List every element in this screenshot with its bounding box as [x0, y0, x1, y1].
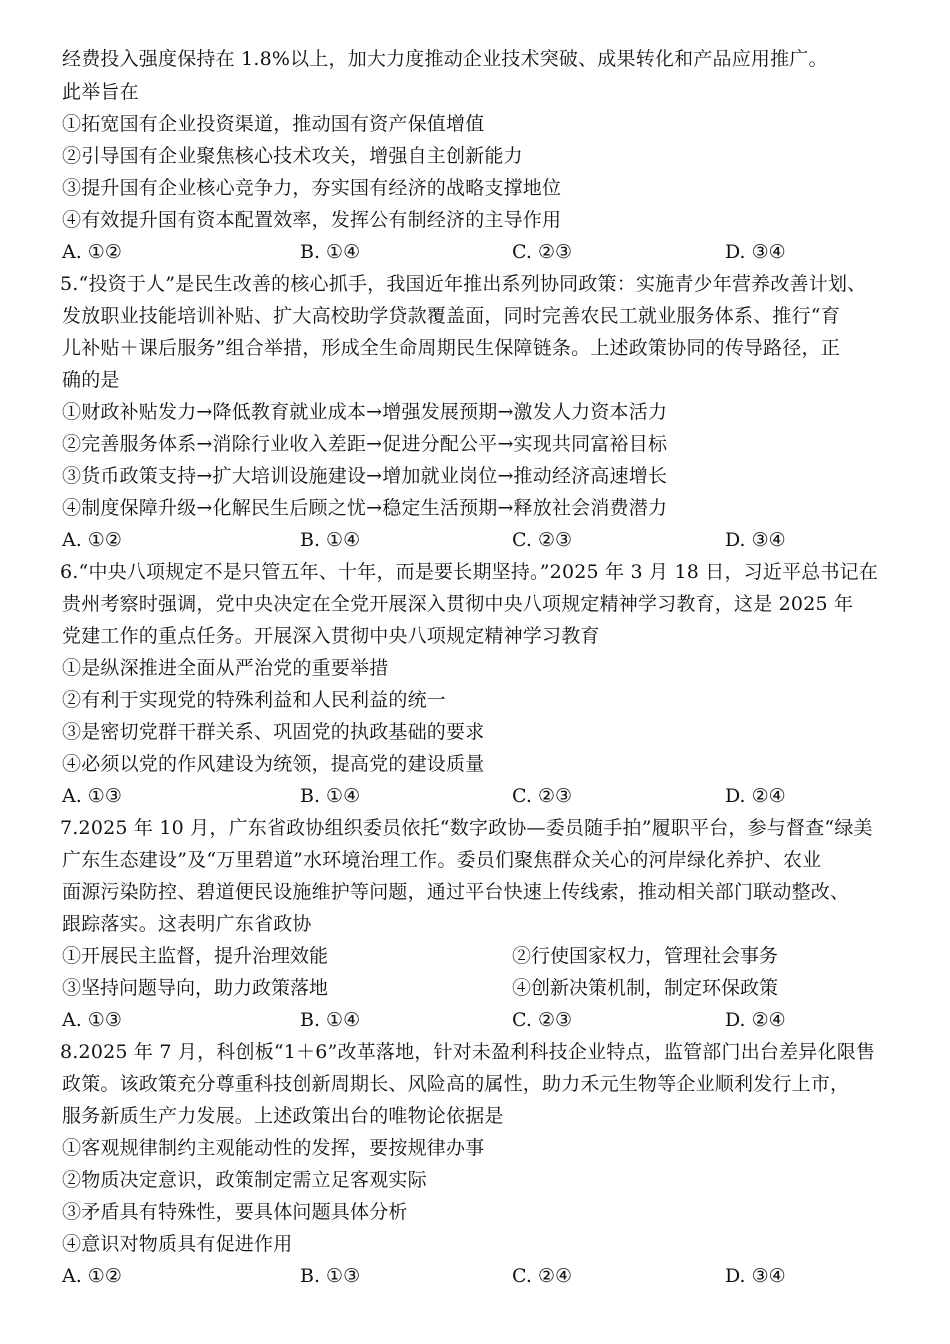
q8-option-3: ③矛盾具有特殊性，要具体问题具体分析: [62, 1201, 408, 1223]
q7-choice-c: C. ②③: [512, 1009, 573, 1031]
q7-line-4: 跟踪落实。这表明广东省政协: [62, 913, 312, 935]
q7-line-2: 广东生态建设”及“万里碧道”水环境治理工作。委员们聚焦群众关心的河岸绿化养护、农业: [62, 849, 822, 871]
q6-option-4: ④必须以党的作风建设为统领，提高党的建设质量: [62, 753, 485, 775]
q8-choice-c: C. ②④: [512, 1265, 573, 1287]
q6-choice-b: B. ①④: [300, 785, 361, 807]
q8-option-4: ④意识对物质具有促进作用: [62, 1233, 293, 1255]
q8-option-2: ②物质决定意识，政策制定需立足客观实际: [62, 1169, 427, 1191]
q5-option-4: ④制度保障升级→化解民生后顾之忧→稳定生活预期→释放社会消费潜力: [62, 497, 668, 519]
q4-choice-b: B. ①④: [300, 241, 361, 263]
q8-line-3: 服务新质生产力发展。上述政策出台的唯物论依据是: [62, 1105, 504, 1127]
q4-option-2: ②引导国有企业聚焦核心技术攻关，增强自主创新能力: [62, 145, 523, 167]
q8-line-1: 8.2025 年 7 月，科创板“1＋6”改革落地，针对未盈利科技企业特点，监管部门出台差异化限售: [60, 1041, 876, 1063]
q6-line-1: 6.“中央八项规定不是只管五年、十年，而是要长期坚持。”2025 年 3 月 18 日，习近平总书记在: [60, 561, 879, 583]
q7-option-1: ①开展民主监督，提升治理效能: [62, 945, 329, 967]
q5-option-3: ③货币政策支持→扩大培训设施建设→增加就业岗位→推动经济高速增长: [62, 465, 668, 487]
q7-choice-b: B. ①④: [300, 1009, 361, 1031]
q5-option-2: ②完善服务体系→消除行业收入差距→促进分配公平→实现共同富裕目标: [62, 433, 668, 455]
q6-option-1: ①是纵深推进全面从严治党的重要举措: [62, 657, 389, 679]
q6-choice-d: D. ②④: [725, 785, 786, 807]
q5-choice-c: C. ②③: [512, 529, 573, 551]
q5-option-1: ①财政补贴发力→降低教育就业成本→增强发展预期→激发人力资本活力: [62, 401, 668, 423]
q4-option-4: ④有效提升国有资本配置效率，发挥公有制经济的主导作用: [62, 209, 562, 231]
q8-choice-a: A. ①②: [62, 1265, 122, 1287]
q7-option-2: ②行使国家权力，管理社会事务: [512, 945, 779, 967]
q4-choice-d: D. ③④: [725, 241, 786, 263]
q5-choice-b: B. ①④: [300, 529, 361, 551]
q5-choice-a: A. ①②: [62, 529, 122, 551]
q5-choice-d: D. ③④: [725, 529, 786, 551]
q6-option-2: ②有利于实现党的特殊利益和人民利益的统一: [62, 689, 447, 711]
q4-choice-a: A. ①②: [62, 241, 122, 263]
q7-choice-a: A. ①③: [62, 1009, 122, 1031]
q8-option-1: ①客观规律制约主观能动性的发挥，要按规律办事: [62, 1137, 485, 1159]
q6-line-2: 贵州考察时强调，党中央决定在全党开展深入贯彻中央八项规定精神学习教育，这是 2025 年: [62, 593, 854, 615]
q7-line-1: 7.2025 年 10 月，广东省政协组织委员依托“数字政协—委员随手拍”履职平台，参与督查“绿美: [60, 817, 873, 839]
q7-choice-d: D. ②④: [725, 1009, 786, 1031]
q7-line-3: 面源污染防控、碧道便民设施维护等问题，通过平台快速上传线索，推动相关部门联动整改、: [62, 881, 850, 903]
q5-line-1: 5.“投资于人”是民生改善的核心抓手，我国近年推出系列协同政策：实施青少年营养改善计划、: [60, 273, 867, 295]
q5-line-3: 儿补贴＋课后服务”组合举措，形成全生命周期民生保障链条。上述政策协同的传导路径，正: [62, 337, 840, 359]
q8-line-2: 政策。该政策充分尊重科技创新周期长、风险高的属性，助力禾元生物等企业顺利发行上市，: [62, 1073, 850, 1095]
q6-line-3: 党建工作的重点任务。开展深入贯彻中央八项规定精神学习教育: [62, 625, 600, 647]
q5-line-4: 确的是: [62, 369, 120, 391]
q4-line-1: 经费投入强度保持在 1.8%以上，加大力度推动企业技术突破、成果转化和产品应用推广。: [62, 48, 828, 70]
q6-choice-c: C. ②③: [512, 785, 573, 807]
q4-line-2: 此举旨在: [62, 81, 139, 103]
q6-choice-a: A. ①③: [62, 785, 122, 807]
q4-option-1: ①拓宽国有企业投资渠道，推动国有资产保值增值: [62, 113, 485, 135]
q8-choice-d: D. ③④: [725, 1265, 786, 1287]
q6-option-3: ③是密切党群干群关系、巩固党的执政基础的要求: [62, 721, 485, 743]
q8-choice-b: B. ①③: [300, 1265, 361, 1287]
q5-line-2: 发放职业技能培训补贴、扩大高校助学贷款覆盖面，同时完善农民工就业服务体系、推行“育: [62, 305, 840, 327]
q7-option-4: ④创新决策机制，制定环保政策: [512, 977, 779, 999]
q7-option-3: ③坚持问题导向，助力政策落地: [62, 977, 329, 999]
q4-choice-c: C. ②③: [512, 241, 573, 263]
q4-option-3: ③提升国有企业核心竞争力，夯实国有经济的战略支撑地位: [62, 177, 562, 199]
